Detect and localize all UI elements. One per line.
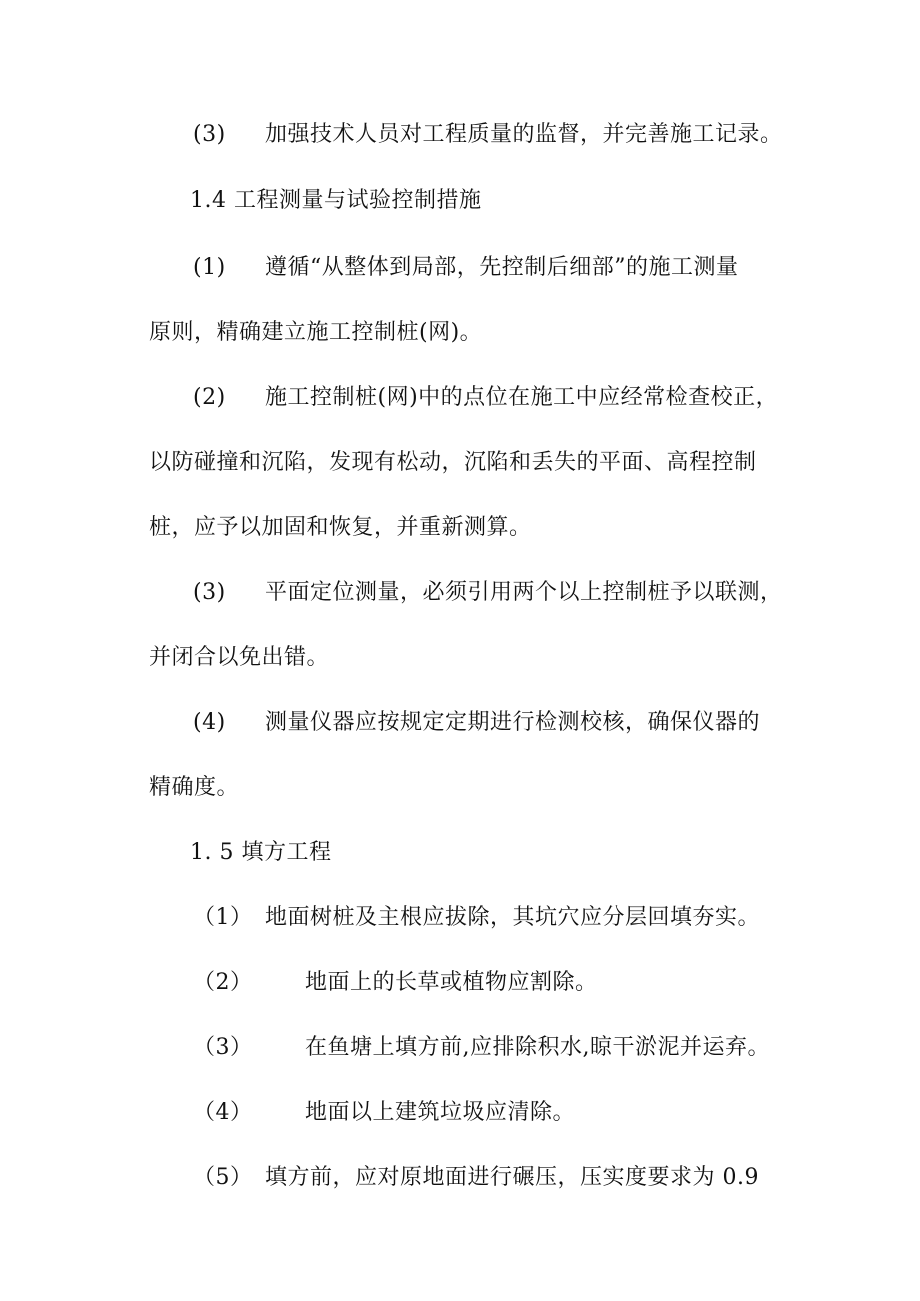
list-item-text: 地面树桩及主根应拔除，其坑穴应分层回填夯实。 [265,905,761,930]
paragraph-line [193,708,760,738]
item-number: (2) [193,385,226,410]
item-number: （5） [193,1165,253,1190]
paragraph-line [193,383,778,413]
paragraph-line [193,253,739,283]
list-item-text: 在鱼塘上填方前,应排除积水,晾干淤泥并运弃。 [305,1035,770,1060]
item-number: (4) [193,710,226,735]
item-number: （1） [193,905,253,930]
paragraph-text: 加强技术人员对工程质量的监督，并完善施工记录。 [265,122,783,147]
paragraph-continuation: 以防碰撞和沉陷，发现有松动，沉陷和丢失的平面、高程控制 [149,450,757,475]
list-item [193,1163,759,1193]
paragraph-line [193,578,783,608]
list-item-text: 地面以上建筑垃圾应清除。 [305,1100,576,1125]
list-item [193,1033,770,1063]
list-item [193,1098,575,1128]
list-item [193,903,760,933]
list-item [193,968,598,998]
item-number: （3） [193,1035,253,1060]
section-heading: 1.4 工程测量与试验控制措施 [190,188,482,213]
paragraph-text: 施工控制桩(网)中的点位在施工中应经常检查校正， [265,385,779,410]
paragraph-line [193,120,783,150]
list-item-text: 填方前，应对原地面进行碾压，压实度要求为 0.9 [265,1165,759,1190]
section-heading: 1. 5 填方工程 [190,840,332,865]
item-number: (3) [193,580,226,605]
item-number: (1) [193,255,226,280]
paragraph-continuation: 精确度。 [149,775,240,800]
paragraph-text: 平面定位测量，必须引用两个以上控制桩予以联测， [265,580,783,605]
list-item-text: 地面上的长草或植物应割除。 [305,970,598,995]
paragraph-continuation: 桩，应予以加固和恢复，并重新测算。 [149,515,532,540]
item-number: （4） [193,1100,253,1125]
paragraph-text: 遵循“从整体到局部，先控制后细部”的施工测量 [265,255,739,280]
paragraph-text: 测量仪器应按规定定期进行检测校核，确保仪器的 [265,710,761,735]
paragraph-continuation: 原则，精确建立施工控制桩(网)。 [149,320,483,345]
item-number: （2） [193,970,253,995]
paragraph-continuation: 并闭合以免出错。 [149,645,330,670]
item-number: (3) [193,122,226,147]
